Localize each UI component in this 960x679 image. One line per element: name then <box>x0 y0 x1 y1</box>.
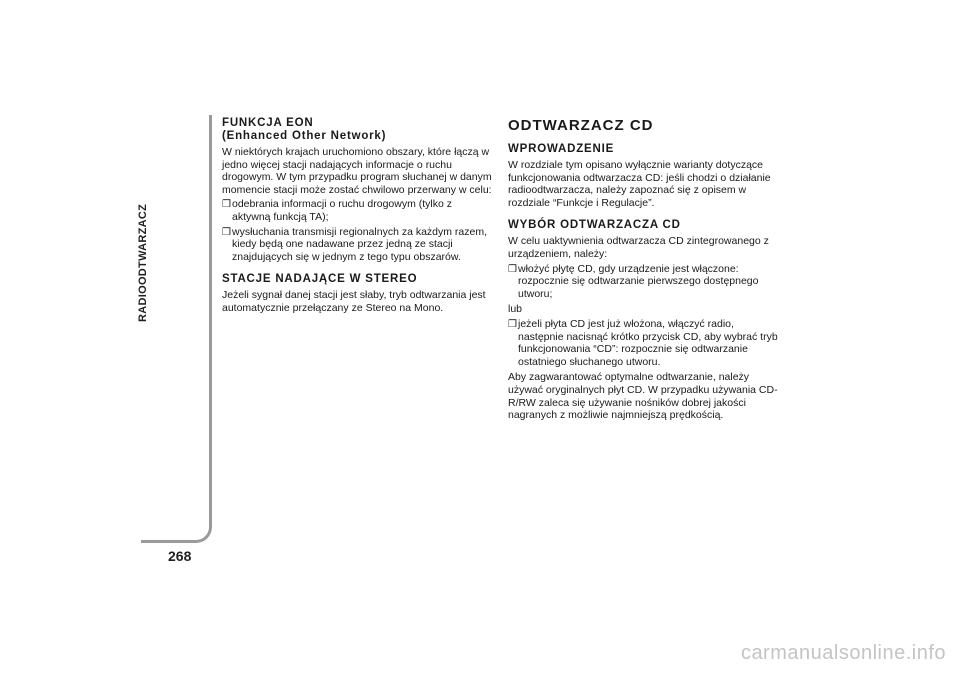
eon-heading-line1: FUNKCJA EON <box>222 117 314 129</box>
checkbox-bullet-icon: ❒ <box>222 199 231 211</box>
final-paragraph: Aby zagwarantować optymalne odtwarzanie, należy używać oryginalnych płyt CD. W przypadku używania CD-R/RW zaleca się używanie nośników dobrej jakości nagranych z możliwie najmniejszą prędkością. <box>508 371 778 422</box>
or-text: lub <box>508 303 523 316</box>
select-bullet-2 <box>508 318 778 368</box>
stereo-heading: STACJE NADAJĄCE W STEREO <box>222 273 418 286</box>
intro-paragraph: W rozdziale tym opisano wyłącznie warianty dotyczące funkcjonowania odtwarzacza CD: jeśli chodzi o działanie radioodtwarzacza, należy zapoznać się z opisem w rozdziale “Funkcje i Regulacje”. <box>508 159 771 209</box>
stereo-paragraph: Jeżeli sygnał danej stacji jest słaby, tryb odtwarzania jest automatycznie przełączany ze Stereo na Mono. <box>222 289 486 314</box>
select-bullet-2-text: jeżeli płyta CD jest już włożona, włączyć radio, następnie nacisnąć krótko przycisk CD, aby wybrać tryb funkcjonowania “CD”: rozpocznie się odtwarzanie ostatniego słuchanego utworu. <box>518 317 778 368</box>
eon-heading-line2: (Enhanced Other Network) <box>222 130 387 142</box>
select-cd-heading: WYBÓR ODTWARZACZA CD <box>508 219 681 232</box>
page-margin-frame <box>141 115 212 543</box>
eon-bullet-1 <box>222 198 492 223</box>
eon-bullet-1-text: odebrania informacji o ruchu drogowym (tylko z aktywną funkcją TA); <box>232 198 453 223</box>
select-cd-paragraph: W celu uaktywnienia odtwarzacza CD zintegrowanego z urządzeniem, należy: <box>508 235 769 260</box>
checkbox-bullet-icon: ❒ <box>508 318 517 330</box>
eon-paragraph: W niektórych krajach uruchomiono obszary, które łączą w jedno więcej stacji nadających informacje o ruchu drogowym. W tym przypadku program słuchanej w danym momencie stacji może zostać chwilowo przerwany w celu: <box>222 146 492 196</box>
cd-player-heading: ODTWARZACZ CD <box>508 117 654 134</box>
checkbox-bullet-icon: ❒ <box>222 226 231 238</box>
section-side-label: RADIOODTWARZACZ <box>136 203 149 322</box>
select-bullet-1 <box>508 263 778 301</box>
select-bullet-1-text: włożyć płytę CD, gdy urządzenie jest włączone: rozpocznie się odtwarzanie pierwszego dostępnego utworu; <box>518 262 759 300</box>
right-column <box>508 117 778 422</box>
left-column <box>222 117 492 315</box>
watermark: carmanualsonline.info <box>740 642 946 664</box>
eon-bullet-2-text: wysłuchania transmisji regionalnych za każdym razem, kiedy będą one nadawane przez jedną ze stacji znajdujących się w jednym z tego typu obszarów. <box>232 225 488 263</box>
checkbox-bullet-icon: ❒ <box>508 263 517 275</box>
page-number: 268 <box>168 548 192 564</box>
eon-bullet-2 <box>222 226 492 264</box>
intro-heading: WPROWADZENIE <box>508 143 615 155</box>
